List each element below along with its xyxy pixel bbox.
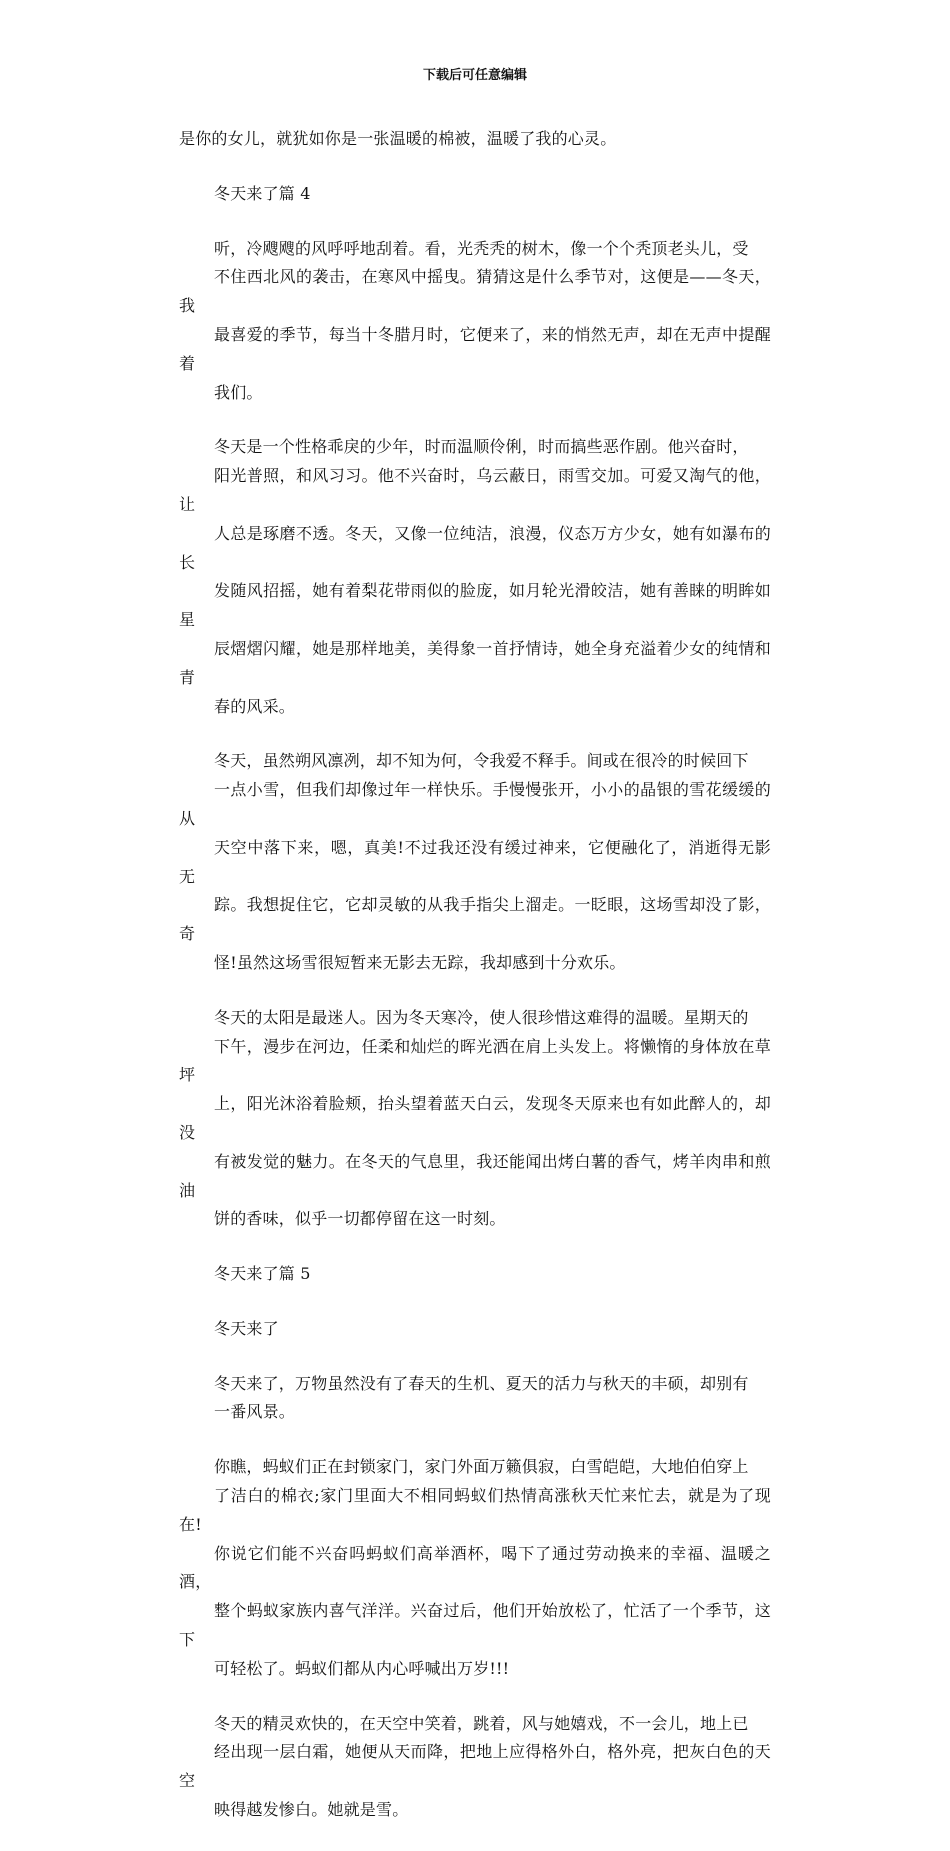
text-line: 天空中落下来，嗯，真美!不过我还没有缓过神来，它便融化了，消逝得无影无 <box>179 837 771 886</box>
paragraph <box>179 1004 771 1234</box>
text-line: 人总是琢磨不透。冬天，又像一位纯洁，浪漫，仪态万方少女，她有如瀑布的长 <box>179 523 771 572</box>
text-line: 一番风景。 <box>214 1402 296 1422</box>
paragraph <box>179 235 771 408</box>
paragraph <box>179 433 771 721</box>
text-line: 整个蚂蚁家族内喜气洋洋。兴奋过后，他们开始放松了，忙活了一个季节，这下 <box>179 1601 771 1650</box>
text-line: 你说它们能不兴奋吗蚂蚁们高举酒杯，喝下了通过劳动换来的幸福、温暖之酒， <box>179 1543 771 1592</box>
paragraph <box>179 180 771 209</box>
text-line: 冬天来了篇 5 <box>214 1264 311 1284</box>
text-line: 映得越发惨白。她就是雪。 <box>214 1800 409 1820</box>
text-line: 可轻松了。蚂蚁们都从内心呼喊出万岁!!! <box>214 1658 510 1678</box>
text-line: 冬天来了 <box>214 1318 279 1338</box>
text-line: 饼的香味，似乎一切都停留在这一时刻。 <box>214 1209 506 1229</box>
text-line: 冬天来了，万物虽然没有了春天的生机、夏天的活力与秋天的丰硕，却别有 <box>214 1373 749 1393</box>
text-line: 冬天是一个性格乖戾的少年，时而温顺伶俐，时而搞些恶作剧。他兴奋时， <box>214 437 749 457</box>
text-line: 是你的女儿，就犹如你是一张温暖的棉被，温暖了我的心灵。 <box>179 129 617 148</box>
text-line: 下午，漫步在河边，任柔和灿烂的晖光洒在肩上头发上。将懒惰的身体放在草坪 <box>179 1036 771 1085</box>
document-body <box>179 125 771 1851</box>
text-line: 我们。 <box>214 382 263 402</box>
text-line: 阳光普照，和风习习。他不兴奋时，乌云蔽日，雨雪交加。可爱又淘气的他，让 <box>179 466 771 514</box>
page-header: 下载后可任意编辑 <box>422 68 527 83</box>
paragraph <box>179 1260 771 1289</box>
text-line: 怪!虽然这场雪很短暂来无影去无踪，我却感到十分欢乐。 <box>214 952 626 972</box>
paragraph <box>179 1710 771 1825</box>
text-line: 踪。我想捉住它，它却灵敏的从我手指尖上溜走。一眨眼，这场雪却没了影，奇 <box>179 895 771 944</box>
text-line: 冬天的太阳是最迷人。因为冬天寒冷，使人很珍惜这难得的温暖。星期天的 <box>214 1007 749 1027</box>
text-line: 冬天来了篇 4 <box>214 183 311 203</box>
text-line: 发随风招摇，她有着梨花带雨似的脸庞，如月轮光滑皎洁，她有善睐的明眸如星 <box>179 581 771 630</box>
text-line: 了洁白的棉衣;家门里面大不相同蚂蚁们热情高涨秋天忙来忙去，就是为了现在! <box>179 1486 771 1534</box>
text-line: 最喜爱的季节，每当十冬腊月时，它便来了，来的悄然无声，却在无声中提醒着 <box>179 324 771 373</box>
paragraph <box>179 1315 771 1344</box>
text-line: 有被发觉的魅力。在冬天的气息里，我还能闻出烤白薯的香气，烤羊肉串和煎油 <box>179 1151 771 1200</box>
text-line: 经出现一层白霜，她便从天而降，把地上应得格外白，格外亮，把灰白色的天空 <box>179 1742 771 1791</box>
text-line: 辰熠熠闪耀，她是那样地美，美得象一首抒情诗，她全身充溢着少女的纯情和青 <box>179 638 771 687</box>
text-line: 你瞧，蚂蚁们正在封锁家门，家门外面万籁俱寂，白雪皑皑，大地伯伯穿上 <box>214 1457 749 1477</box>
text-line: 不住西北风的袭击，在寒风中摇曳。猜猜这是什么季节对，这便是——冬天，我 <box>179 267 771 316</box>
paragraph <box>179 1370 771 1428</box>
text-line: 冬天，虽然朔风凛冽，却不知为何，令我爱不释手。间或在很冷的时候回下 <box>214 751 749 771</box>
paragraph <box>179 747 771 977</box>
text-line: 上，阳光沐浴着脸颊，抬头望着蓝天白云，发现冬天原来也有如此醉人的，却没 <box>179 1094 771 1142</box>
paragraph <box>179 125 771 154</box>
text-line: 冬天的精灵欢快的，在天空中笑着，跳着，风与她嬉戏，不一会儿，地上已 <box>214 1713 749 1733</box>
text-line: 一点小雪，但我们却像过年一样快乐。手慢慢张开，小小的晶银的雪花缓缓的从 <box>179 780 771 828</box>
paragraph <box>179 1453 771 1683</box>
text-line: 听，冷飕飕的风呼呼地刮着。看，光秃秃的树木，像一个个秃顶老头儿，受 <box>214 238 749 258</box>
text-line: 春的风采。 <box>214 696 296 716</box>
